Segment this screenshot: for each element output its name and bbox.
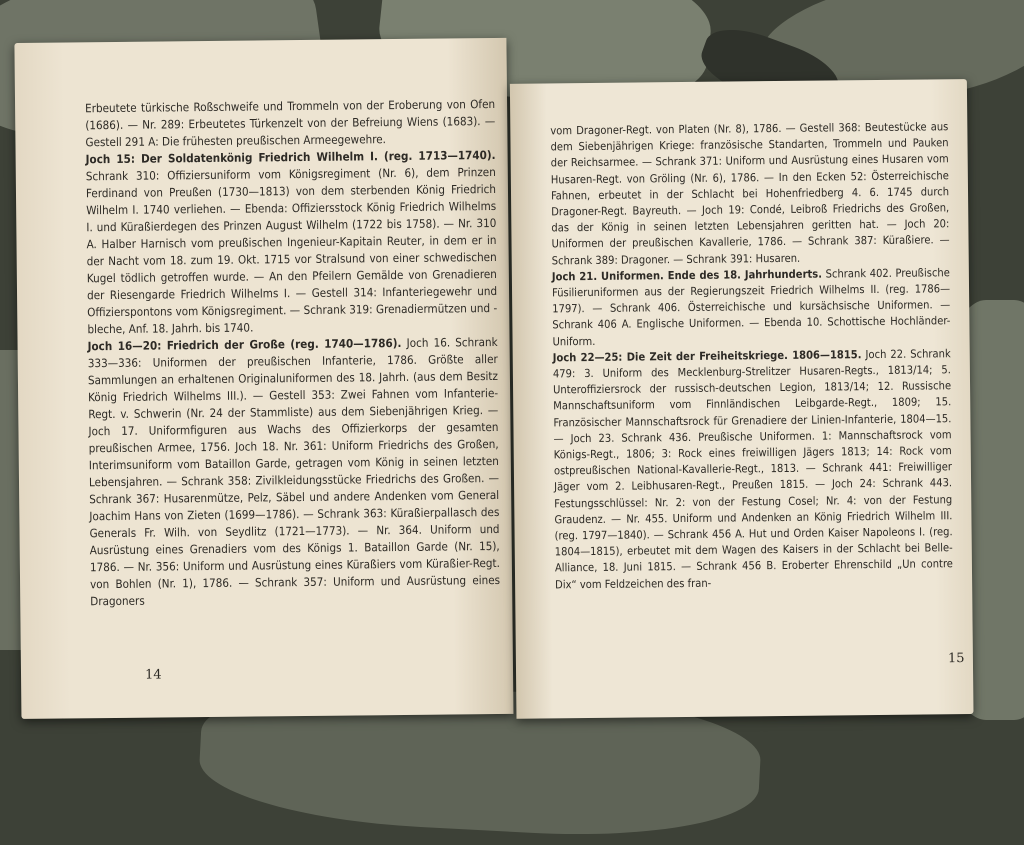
page-number-right: 15: [947, 651, 965, 667]
paragraph-text: Schrank 402. Preußische Füsilieruniformen aus der Regierungszeit Friedrich Wilhelms II. (reg. 1786—1797). — Schrank 406. Österreichische und kursächsische Uniformen. — Schrank 406 A. Englische Uniformen. — Ebenda 10. Schottische Hochländer-Uniform.: [551, 266, 951, 349]
section-heading: Joch 21. Uniformen. Ende des 18. Jahrhunderts.: [551, 267, 823, 284]
paragraph: [552, 265, 951, 350]
right-page: [510, 79, 974, 719]
paragraph-text: Joch 22. Schrank 479: 3. Uniform des Mecklenburg-Strelitzer Husaren-Regts., 1813/14; 5. Unteroffiziersrock der russisch-deutschen Legion, 1813/14; 12. Russische Mannschaftsuniform vom Finnländischen Leibgarde-Regt., 1809; 15. Französischer Mannschaftsrock für Grenadiere der Linien-Infanterie, 1804—15. — Joch 23. Schrank 436. Preußische Uniformen. 1: Mannschaftsrock vom Königs-Regt., 1806; 3: Rock eines freiwilligen Jägers 1813; 14: Rock vom ostpreußischen National-Kavallerie-Regt., 1813. — Schrank 441: Freiwilliger Jäger vom 2. Leibhusaren-Regt., Preußen 1815. — Joch 24: Schrank 443. Festungsschlüssel: Nr. 2: von der Festung Cosel; Nr. 4: von der Festung Graudenz. — Nr. 455. Uniform und Andenken an König Friedrich Wilhelm III. (reg. 1797—1840). — Schrank 456 A. Hut und Orden Kaiser Napoleons I. (reg. 1804—1815), erbeutet mit dem Wagen des Kaisers in der Schlacht bei Belle-Alliance, 18. Juni 1815. — Schrank 456 B. Eroberter Ehrenschild „Un contre Dix“ vom Feldzeichen des fran-: [552, 347, 953, 592]
section-heading: Joch 15: Der Soldatenkönig Friedrich Wilhelm I. (reg. 1713—1740).: [85, 147, 496, 167]
paragraph: [553, 346, 954, 593]
section-heading: Joch 16—20: Friedrich der Große (reg. 1740—1786).: [87, 335, 402, 354]
paragraph-text: Joch 16. Schrank 333—336: Uniformen der preußischen Infanterie, 1786. Größte aller Sammlungen an erhaltenen Originaluniformen des 18. Jahrh. (aus dem Besitz König Friedrich Wilhelms III.). — Gestell 353: Zwei Fahnen vom Infanterie-Regt. v. Schwerin (Nr. 24 der Stammliste) aus dem Siebenjährigen Krieg. — Joch 17. Uniformfiguren aus Wachs des Offizierkorps der gesamten preußischen Armee, 1756. Joch 18. Nr. 361: Uniform Friedrichs des Großen, Interimsuniform vom Bataillon Garde, getragen vom König in seinen letzten Lebensjahren. — Schrank 358: Zivilkleidungsstücke Friedrichs des Großen. — Schrank 367: Husarenmütze, Pelz, Säbel und andere Andenken vom General Joachim Hans von Zieten (1699—1786). — Schrank 363: Küraßierpallasch des Generals Fr. Wilh. von Seydlitz (1721—1773). — Nr. 364. Uniform und Ausrüstung eines Grenadiers vom des Königs 1. Bataillon Garde (Nr. 15), 1786. — Nr. 356: Uniform und Ausrüstung eines Küraßiers vom Küraßier-Regt. von Bohlen (Nr. 1), 1786. — Schrank 357: Uniform und Ausrüstung eines Dragoners: [87, 334, 501, 609]
section-heading: Joch 22—25: Die Zeit der Freiheitskriege. 1806—1815.: [552, 347, 862, 365]
page-number-left: 14: [144, 667, 162, 683]
left-page-text: [85, 96, 500, 610]
paragraph-text: vom Dragoner-Regt. von Platen (Nr. 8), 1786. — Gestell 368: Beutestücke aus dem Siebenjährigen Kriege: französische Standarten, Trommeln und Pauken der Reichsarmee. — Schrank 371: Uniform und Ausrüstung eines Husaren vom Husaren-Regt. von Gröling (Nr. 6), 1786. — In den Ecken 52: Österreichische Fahnen, erbeutet in der Schlacht bei Hohenfriedberg 4. 6. 1745 durch Dragoner-Regt. Bayreuth. — Joch 19: Condé, Leibroß Friedrichs des Großen, das der König in seinen letzten Lebensjahren geritten hat. — Joch 20: Uniformen der preußischen Kavallerie, 1786. — Schrank 387: Küraßiere. — Schrank 389: Dragoner. — Schrank 391: Husaren.: [550, 120, 950, 268]
paragraph-text: Erbeutete türkische Roßschweife und Trommeln von der Eroberung von Ofen (1686). — Nr. 289: Erbeutetes Türkenzelt von der Befreiung Wiens (1683). — Gestell 291 A: Die frühesten preußischen Armeegewehre.: [85, 96, 496, 150]
paragraph: [550, 119, 950, 269]
right-page-text: [550, 119, 953, 593]
open-booklet: [14, 33, 973, 733]
paragraph-text: Schrank 310: Offiziersuniform vom Königsregiment (Nr. 6), dem Prinzen Ferdinand von Preußen (1730—1813) von dem sterbenden König Friedrich Wilhelm I. 1740 verliehen. — Ebenda: Offiziersstock König Friedrich Wilhelms I. und Küraßierdegen des Prinzen August Wilhelm (1722 bis 1758). — Nr. 310 A. Halber Harnisch vom preußischen Ingenieur-Kapitain Reuter, in dem er in der Nacht vom 18. zum 19. Okt. 1715 vor Stralsund von einer schwedischen Kugel tödlich getroffen wurde. — An den Pfeilern Gemälde von Grenadieren der Riesengarde Friedrich Wilhelms I. — Gestell 314: Infanteriegewehr und Offizierspontons vom Königsregiment. — Schrank 319: Grenadiermützen und -bleche, Anf. 18. Jahrh. bis 1740.: [85, 164, 498, 337]
paragraph: [88, 334, 501, 610]
paragraph: [86, 147, 498, 338]
paragraph: [85, 96, 496, 151]
left-page: [14, 38, 513, 719]
